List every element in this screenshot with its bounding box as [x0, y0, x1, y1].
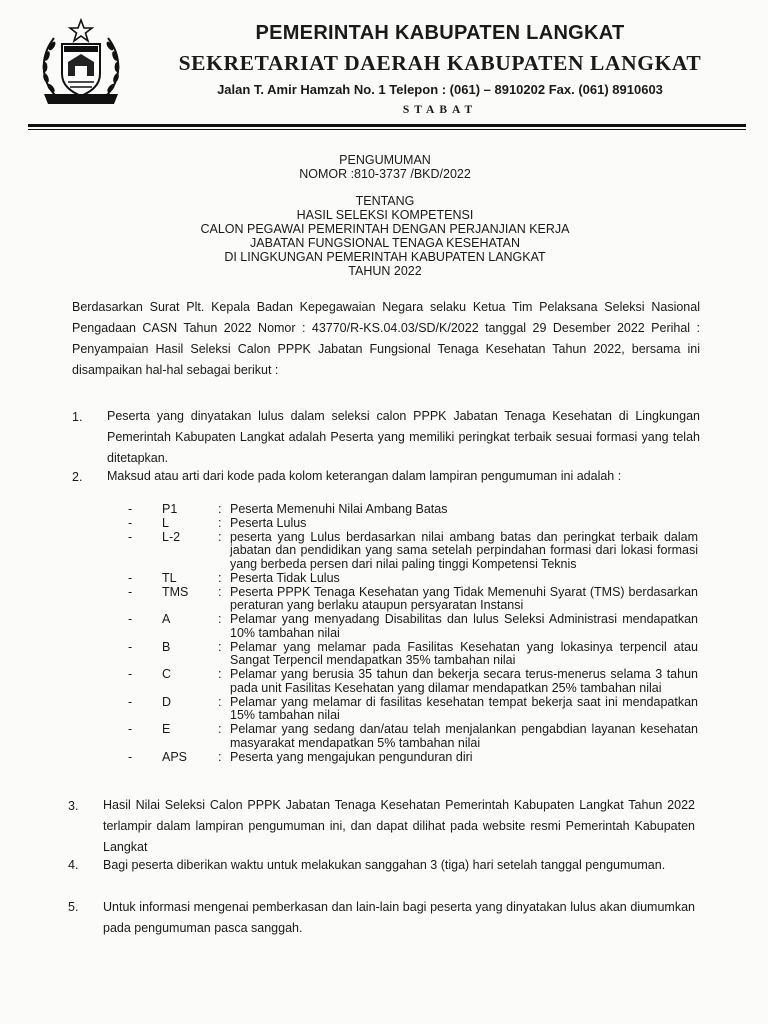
code-description: peserta yang Lulus berdasarkan nilai ambang batas dan peringkat terbaik dalam jabatan dan pendidikan yang sama setelah perpindahan formasi dari lokasi formasi yang berbeda persen dari nilai paling tinggi Kompetensi Teknis — [230, 529, 698, 571]
list-item-text: Bagi peserta diberikan waktu untuk melakukan sanggahan 3 (tiga) hari setelah tanggal pengumuman. — [103, 858, 666, 872]
code-colon: : — [218, 749, 222, 764]
code-label: TL — [162, 570, 177, 585]
announcement-number: NOMOR :810-3737 /BKD/2022 — [299, 167, 471, 181]
code-description: Pelamar yang berusia 35 tahun dan bekerja secara terus-menerus selama 3 tahun pada unit Fasilitas Kesehatan yang dilamar mendapatkan 25% tambahan nilai — [230, 667, 698, 695]
code-dash: - — [128, 694, 133, 709]
code-colon: : — [218, 584, 222, 599]
list-item-number: 4. — [68, 858, 79, 872]
code-label: E — [162, 722, 171, 737]
code-legend-row — [128, 696, 698, 723]
code-label: P1 — [162, 502, 178, 516]
code-label: B — [162, 639, 171, 654]
secretariat-title: SEKRETARIAT DAERAH KABUPATEN LANGKAT — [178, 51, 702, 75]
city-name: STABAT — [402, 104, 478, 116]
list-item-text: Maksud atau arti dari kode pada kolom keterangan dalam lampiran pengumuman ini adalah : — [107, 469, 622, 483]
code-dash: - — [128, 584, 133, 599]
subject-line: HASIL SELEKSI KOMPETENSI — [296, 208, 474, 222]
code-colon: : — [218, 515, 222, 530]
list-item-number: 5. — [68, 900, 79, 914]
code-dash: - — [128, 612, 133, 627]
code-colon: : — [218, 722, 222, 737]
code-dash: - — [128, 722, 133, 737]
letterhead-divider-thin — [28, 129, 746, 130]
code-legend-row — [128, 586, 698, 613]
regency-seal-logo — [34, 18, 128, 108]
subject-line: CALON PEGAWAI PEMERINTAH DENGAN PERJANJIAN KERJA — [200, 222, 570, 236]
list-item-text: Untuk informasi mengenai pemberkasan dan lain-lain bagi peserta yang dinyatakan lulus akan diumumkan pada pengumuman pasca sanggah. — [103, 900, 695, 935]
subject-line: TAHUN 2022 — [348, 264, 422, 278]
code-description: Peserta Tidak Lulus — [230, 570, 340, 585]
list-item-text: Hasil Nilai Seleksi Calon PPPK Jabatan Tenaga Kesehatan Pemerintah Kabupaten Langkat Tahun 2022 terlampir dalam lampiran pengumuman ini, dan dapat dilihat pada website resmi Pemerintah Kabupaten Langkat — [103, 798, 695, 854]
code-label: D — [162, 694, 172, 709]
code-label: C — [162, 667, 172, 682]
code-label: APS — [162, 749, 188, 764]
code-colon: : — [218, 502, 222, 516]
code-dash: - — [128, 570, 133, 585]
code-colon: : — [218, 529, 222, 544]
code-colon: : — [218, 667, 222, 682]
code-description: Pelamar yang menyadang Disabilitas dan lulus Seleksi Administrasi mendapatkan 10% tambahan nilai — [230, 612, 698, 640]
code-dash: - — [128, 502, 133, 516]
code-dash: - — [128, 515, 133, 530]
code-label: TMS — [162, 584, 189, 599]
list-item-number: 2. — [72, 470, 83, 484]
code-description: Pelamar yang sedang dan/atau telah menjalankan pengabdian layanan kesehatan masyarakat mendapatkan 5% tambahan nilai — [230, 722, 698, 750]
list-item-number: 1. — [72, 410, 83, 424]
code-description: Pelamar yang melamar pada Fasilitas Kesehatan yang lokasinya terpencil atau Sangat Terpencil mendapatkan 35% tambahan nilai — [230, 639, 698, 668]
code-legend-row — [128, 613, 698, 640]
code-legend-row — [128, 751, 698, 765]
code-dash: - — [128, 639, 133, 654]
code-colon: : — [218, 570, 222, 585]
code-colon: : — [218, 639, 222, 654]
code-description: Pelamar yang melamar di fasilitas kesehatan tempat bekerja saat ini mendapatkan 15% tambahan nilai — [230, 694, 698, 723]
code-legend-row — [128, 723, 698, 750]
code-legend-list — [128, 503, 698, 765]
code-description: Peserta Memenuhi Nilai Ambang Batas — [230, 502, 448, 516]
code-dash: - — [128, 529, 133, 544]
code-legend-row — [128, 668, 698, 695]
intro-paragraph: Berdasarkan Surat Plt. Kepala Badan Kepegawaian Negara selaku Ketua Tim Pelaksana Seleksi Nasional Pengadaan CASN Tahun 2022 Nomor : 43770/R-KS.04.03/SD/K/2022 tanggal 29 Desember 2022 Perihal : Penyampaian Hasil Seleksi Calon PPPK Jabatan Fungsional Tenaga Kesehatan Tahun 2022, bersama ini disampaikan hal-hal sebagai berikut : — [72, 300, 700, 377]
address-line: Jalan T. Amir Hamzah No. 1 Telepon : (061) – 8910202 Fax. (061) 8910603 — [217, 82, 663, 97]
code-legend-row — [128, 531, 698, 572]
subject-line: JABATAN FUNGSIONAL TENAGA KESEHATAN — [250, 236, 520, 250]
code-dash: - — [128, 749, 133, 764]
code-legend-row — [128, 572, 698, 586]
subject-line: DI LINGKUNGAN PEMERINTAH KABUPATEN LANGKAT — [224, 250, 546, 264]
letterhead-divider-thick — [28, 124, 746, 127]
code-colon: : — [218, 694, 222, 709]
code-colon: : — [218, 612, 222, 627]
government-title: PEMERINTAH KABUPATEN LANGKAT — [255, 22, 625, 44]
announcement-title: PENGUMUMAN — [339, 153, 431, 167]
code-label: A — [162, 612, 171, 627]
code-legend-row — [128, 641, 698, 668]
list-item-text: Peserta yang dinyatakan lulus dalam seleksi calon PPPK Jabatan Tenaga Kesehatan di Lingkungan Pemerintah Kabupaten Langkat adalah Peserta yang memiliki peringkat terbaik sesuai formasi yang telah ditetapkan. — [107, 409, 700, 465]
about-label: TENTANG — [355, 194, 415, 208]
code-dash: - — [128, 667, 133, 682]
code-legend-row — [128, 503, 698, 517]
code-description: Peserta yang mengajukan pengunduran diri — [230, 749, 473, 764]
code-description: Peserta PPPK Tenaga Kesehatan yang Tidak Memenuhi Syarat (TMS) berdasarkan peraturan yang berlaku ataupun persyaratan Instansi — [230, 584, 698, 613]
code-description: Peserta Lulus — [230, 515, 307, 530]
code-label: L-2 — [162, 529, 181, 544]
list-item-number: 3. — [68, 799, 79, 813]
code-legend-row — [128, 517, 698, 531]
code-label: L — [162, 515, 169, 530]
